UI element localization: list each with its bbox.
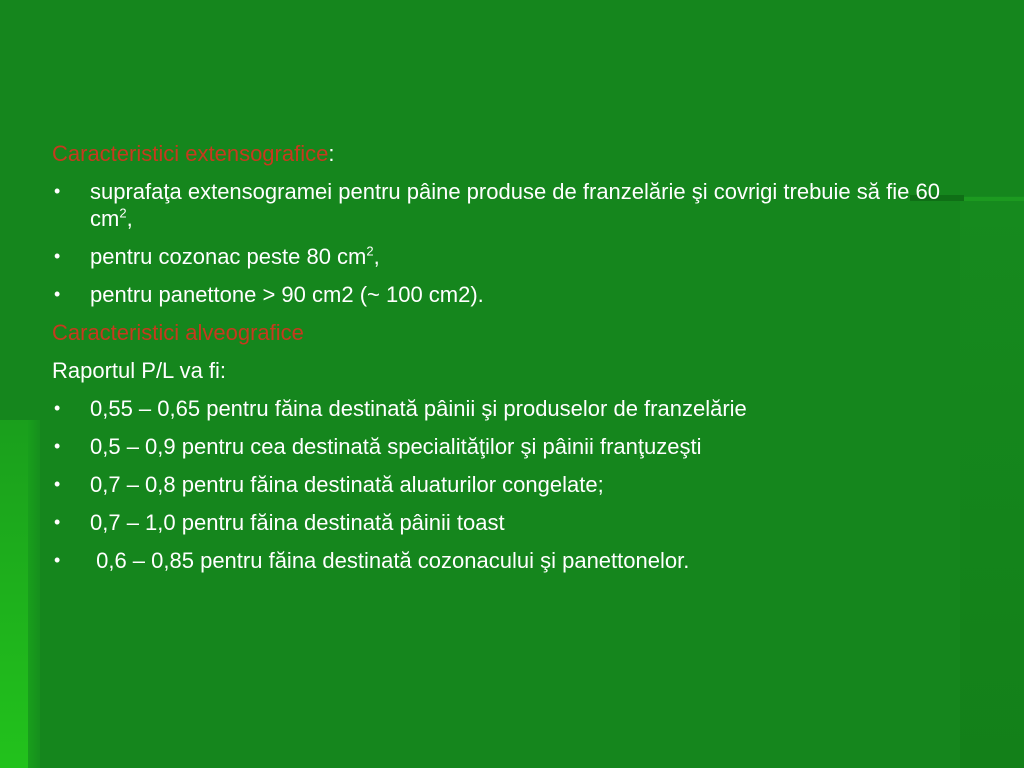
- bullet-item: [52, 178, 952, 232]
- bullet-text: 0,7 – 1,0 pentru făina destinată pâinii toast: [90, 510, 505, 535]
- superscript: 2: [119, 205, 127, 221]
- background-right-panel: [960, 196, 1024, 768]
- bullet-icon: •: [54, 436, 61, 456]
- bullet-text: 0,55 – 0,65 pentru făina destinată pâinii şi produselor de franzelărie: [90, 396, 747, 421]
- bullet-icon: •: [54, 181, 61, 201]
- bullet-text-tail: ,: [126, 206, 133, 231]
- bullet-text: 0,7 – 0,8 pentru făina destinată aluaturilor congelate;: [90, 472, 604, 497]
- bullet-icon: •: [54, 474, 61, 494]
- bullet-item: [52, 509, 952, 536]
- superscript: 2: [366, 243, 374, 259]
- background-light-line: [964, 197, 1024, 201]
- bullet-icon: •: [54, 398, 61, 418]
- bullet-text: [90, 178, 952, 232]
- bullet-text-tail: ,: [373, 244, 380, 269]
- slide-content: [52, 140, 952, 585]
- heading-extensographic: [52, 140, 952, 167]
- bullet-text: [90, 281, 952, 308]
- bullet-text-main: pentru cozonac peste 80 cm: [90, 244, 367, 269]
- heading-extensographic-text: Caracteristici extensografice: [52, 141, 329, 166]
- bullet-item: [52, 433, 952, 460]
- bullet-item: [52, 395, 952, 422]
- bullet-text-main: pentru panettone > 90 cm2 (~ 100 cm2).: [90, 282, 484, 307]
- heading-colon: :: [328, 141, 335, 166]
- bullet-icon: •: [54, 246, 61, 266]
- background-left-highlight: [0, 420, 28, 768]
- heading-alveographic: Caracteristici alveografice: [52, 320, 304, 345]
- bullet-icon: •: [54, 284, 61, 304]
- intro-ratio: Raportul P/L va fi:: [52, 358, 227, 383]
- bullet-text: [90, 243, 952, 270]
- bullet-item: [52, 243, 952, 270]
- bullet-icon: •: [54, 512, 61, 532]
- bullet-item: [52, 547, 952, 574]
- bullet-item: [52, 281, 952, 308]
- bullet-icon: •: [54, 550, 61, 570]
- bullet-item: [52, 471, 952, 498]
- bullet-text: 0,5 – 0,9 pentru cea destinată specialităţilor şi pâinii franţuzeşti: [90, 434, 702, 459]
- bullet-text-main: suprafaţa extensogramei pentru pâine produse de franzelărie şi covrigi trebuie să fie 60 cm: [90, 179, 940, 231]
- bullet-text: 0,6 – 0,85 pentru făina destinată cozonacului şi panettonelor.: [90, 548, 690, 573]
